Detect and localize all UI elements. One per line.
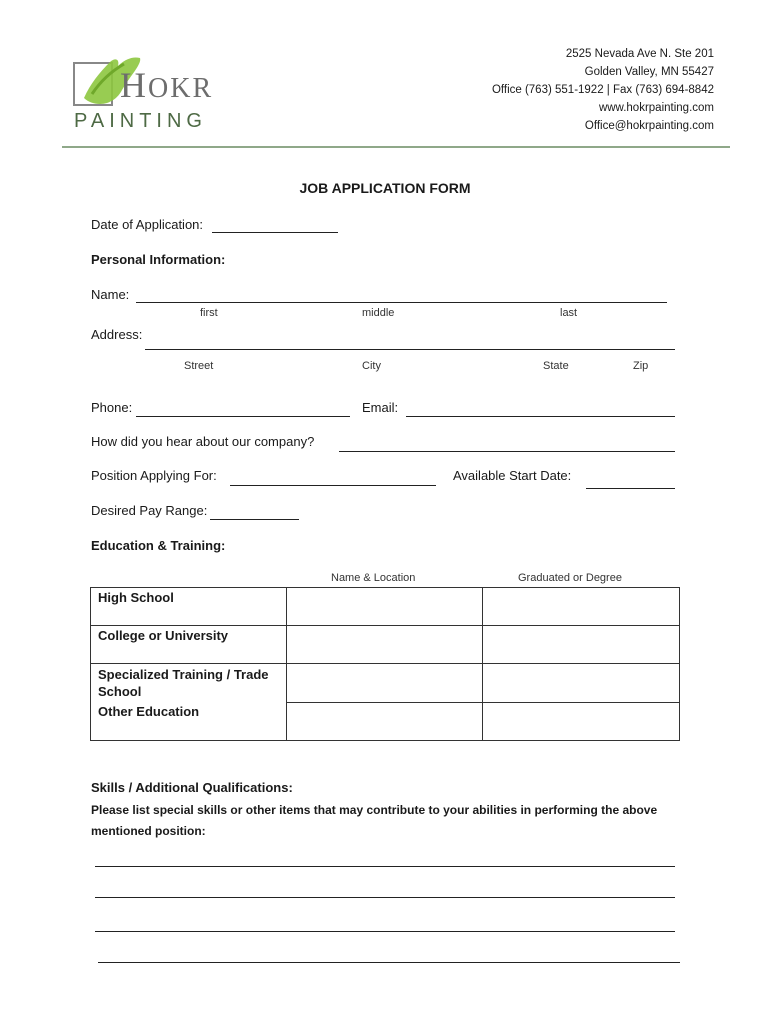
name-label: Name:	[91, 287, 130, 302]
edu-row-label: College or University	[91, 626, 287, 664]
skills-heading: Skills / Additional Qualifications:	[91, 780, 293, 795]
start-date-label: Available Start Date:	[453, 468, 572, 483]
hear-about-field[interactable]	[339, 451, 675, 452]
hear-about-label: How did you hear about our company?	[91, 434, 315, 449]
edu-row-label: Other Education	[91, 702, 287, 740]
logo-initial: H	[120, 65, 148, 105]
email-label: Email:	[362, 400, 399, 415]
edu-cell-graduated[interactable]	[483, 664, 680, 703]
header-divider	[62, 146, 730, 148]
logo-tagline: PAINTING	[74, 110, 207, 132]
pay-range-label: Desired Pay Range:	[91, 503, 208, 518]
position-field[interactable]	[230, 485, 436, 486]
edu-col-graduated: Graduated or Degree	[518, 572, 622, 584]
table-row	[91, 702, 680, 740]
education-heading: Education & Training:	[91, 538, 226, 553]
address-line-1: 2525 Nevada Ave N. Ste 201	[565, 48, 714, 60]
email-link[interactable]: Office@hokrpainting.com	[584, 120, 714, 132]
edu-cell-graduated[interactable]	[483, 702, 680, 740]
date-label: Date of Application:	[91, 217, 204, 232]
edu-row-label: Specialized Training / Trade School	[91, 664, 287, 703]
name-first-caption: first	[200, 307, 218, 319]
name-field[interactable]	[136, 302, 667, 303]
logo-wordmark	[120, 64, 213, 106]
address-zip-caption: Zip	[633, 360, 649, 372]
website-link[interactable]: www.hokrpainting.com	[598, 102, 714, 114]
table-row	[91, 664, 680, 703]
address-state-caption: State	[543, 360, 569, 372]
address-field[interactable]	[145, 349, 675, 350]
address-line-2: Golden Valley, MN 55427	[584, 66, 714, 78]
edu-cell-graduated[interactable]	[483, 588, 680, 626]
edu-cell-name-location[interactable]	[287, 626, 483, 664]
address-label: Address:	[91, 327, 143, 342]
edu-row-label: High School	[91, 588, 287, 626]
edu-cell-name-location[interactable]	[287, 664, 483, 703]
skills-line[interactable]	[95, 866, 675, 867]
skills-line[interactable]	[95, 897, 675, 898]
skills-line[interactable]	[98, 962, 680, 963]
phone-label: Phone:	[91, 400, 133, 415]
name-last-caption: last	[560, 307, 578, 319]
edu-cell-graduated[interactable]	[483, 626, 680, 664]
edu-cell-name-location[interactable]	[287, 588, 483, 626]
edu-cell-name-location[interactable]	[287, 702, 483, 740]
pay-range-field[interactable]	[210, 519, 299, 520]
start-date-field[interactable]	[586, 488, 675, 489]
email-field[interactable]	[406, 416, 675, 417]
personal-info-heading: Personal Information:	[91, 252, 226, 267]
education-table	[90, 587, 680, 741]
position-label: Position Applying For:	[91, 468, 217, 483]
logo-rest: OKR	[148, 73, 214, 104]
phone-fax-line: Office (763) 551-1922 | Fax (763) 694-8842	[491, 84, 714, 96]
table-row	[91, 588, 680, 626]
edu-col-name-location: Name & Location	[331, 572, 416, 584]
form-title: JOB APPLICATION FORM	[299, 180, 471, 196]
address-city-caption: City	[362, 360, 381, 372]
skills-instructions: Please list special skills or other items that may contribute to your abilities in performing the above mentioned position:	[91, 803, 658, 838]
table-row	[91, 626, 680, 664]
address-street-caption: Street	[184, 360, 214, 372]
phone-field[interactable]	[136, 416, 350, 417]
skills-line[interactable]	[95, 931, 675, 932]
name-middle-caption: middle	[362, 307, 395, 319]
date-field[interactable]	[212, 232, 338, 233]
